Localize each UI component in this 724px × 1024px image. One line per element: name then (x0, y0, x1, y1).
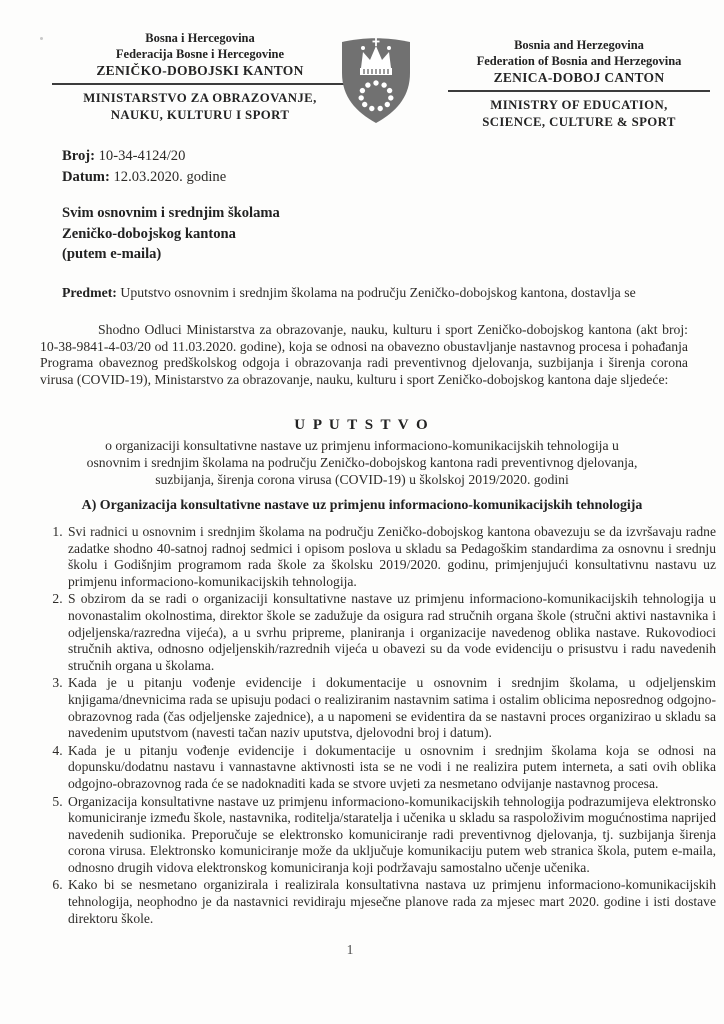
subject-line (62, 285, 672, 301)
addressee-line-3: (putem e-maila) (62, 246, 162, 262)
section-a-heading: A) Organizacija konsultativne nastave uz primjenu informaciono-komunikacijskih tehnologija (81, 498, 643, 513)
ministry-name-bs-line2: NAUKU, KULTURU I SPORT (110, 108, 290, 122)
coat-of-arms-icon (336, 34, 416, 129)
broj-value: 10-34-4124/20 (98, 148, 186, 164)
ministry-name-en-line1: MINISTRY OF EDUCATION, (490, 98, 668, 112)
letterhead-divider-right (448, 90, 710, 92)
subject-text: Uputstvo osnovnim i srednjim školama na području Zeničko-dobojskog kantona, dostavlja se (120, 285, 636, 300)
list-item: 4. Kada je u pitanju vođenje evidencije i dokumentacije u osnovnim i srednjim školama koja se odnosi na dopunsku/dodatnu nastavu i vannastavne aktivnosti ista se ne vodi i ne realizira putem interneta, a sati ovih oblika odgojno-obrazovnog rada će se nadoknaditi kada se stvore uvjeti za nesmetano odvijanje nastavnog procesa. (66, 743, 716, 793)
canton-name-bs: ZENIČKO-DOBOJSKI KANTON (96, 63, 304, 78)
subtitle-line-3: suzbijanja, širenja corona virusa (COVID-19) u školskoj 2019/2020. godini (155, 472, 569, 487)
ministry-name-bs-line1: MINISTARSTVO ZA OBRAZOVANJE, (83, 91, 317, 105)
addressee-block (62, 203, 280, 265)
document-meta (62, 146, 226, 187)
document-title: U P U T S T V O (294, 417, 430, 433)
list-item: 3. Kada je u pitanju vođenje evidencije i dokumentacije u osnovnim i srednjim školama, u odjeljenskim knjigama/dnevnicima rada se upisuju podaci o realiziranim nastavnim satima i ostalim oblicima neposrednog odgojno-obrazovnog rada (čas odjeljenske zajednice), a u napomeni se evidentira da se nastavni proces organizirao u skladu sa navedenim uputstvom (navesti tačan naziv uputstva, djelovodni broj i datum). (66, 675, 716, 741)
country-name-bs: Bosna i Hercegovina (145, 31, 255, 45)
country-name-en: Bosnia and Herzegovina (514, 38, 644, 52)
letterhead-english (448, 37, 710, 131)
addressee-line-1: Svim osnovnim i srednjim školama (62, 205, 280, 221)
letterhead (0, 26, 724, 146)
page-number: 1 (346, 942, 354, 957)
document-subtitle (36, 437, 688, 488)
subtitle-line-1: o organizaciji konsultativne nastave uz primjenu informaciono-komunikacijskih tehnologija u (105, 438, 619, 453)
letterhead-divider-left (52, 83, 348, 85)
list-item: 6. Kako bi se nesmetano organizirala i realizirala konsultativna nastava uz primjenu informaciono-komunikacijskih tehnologija, neophodno je da nastavnici revidiraju mjesečne planove rada za mjesec mart 2020. godine i isti dostave direktoru škole. (66, 877, 716, 927)
subtitle-line-2: osnovnim i srednjim školama na području Zeničko-dobojskog kantona radi preventivnog djelovanja, (86, 455, 638, 470)
federation-name-bs: Federacija Bosne i Hercegovine (115, 47, 285, 61)
letterhead-bosnian (52, 30, 348, 124)
addressee-line-2: Zeničko-dobojskog kantona (62, 225, 236, 242)
broj-label: Broj: (62, 148, 95, 164)
intro-paragraph: Shodno Odluci Ministarstva za obrazovanje, nauku, kulturu i sport Zeničko-dobojskog kantona (akt broj: 10-38-9841-4-03/20 od 11.03.2020. godine), koja se odnosi na obavezno obustavljanje nastavnog procesa i pohađanja Programa obaveznog predškolskog odgoja i obrazovanja radi preventivnog djelovanja, suzbijanja i širenja corona virusa (COVID-19), Ministarstvo za obrazovanje, nauku, kulturu i sport Zeničko-dobojskog kantona daje sljedeće: (40, 322, 688, 387)
list-item: 5. Organizacija konsultativne nastave uz primjenu informaciono-komunikacijskih tehnologija podrazumijeva elektronsko komuniciranje između škole, nastavnika, roditelja/staratelja i učenika u skladu sa raspoloživim mogućnostima naprijed navedenih sudionika. Preporučuje se elektronsko komuniciranje radi preventivnog djelovanja, tj. suzbijanja širenja corona virusa. Elektronsko komuniciranje može da uključuje komunikaciju putem web stranica škola, putem e-maila, odnosno drugih vidova elektronskog komuniciranja koji podržavaju samostalno učenje učenika. (66, 794, 716, 877)
datum-value: 12.03.2020. godine (113, 168, 227, 185)
ministry-name-en-line2: SCIENCE, CULTURE & SPORT (482, 115, 676, 129)
reference-number-line (62, 146, 226, 167)
subject-label: Predmet: (62, 285, 117, 300)
instruction-list (40, 524, 716, 928)
federation-name-en: Federation of Bosnia and Herzegovina (476, 54, 682, 68)
list-item: 2. S obzirom da se radi o organizaciji konsultativne nastave uz primjenu informaciono-komunikacijskih tehnologija u novonastalim okolnostima, direktor škole se zadužuje da osigura rad stručnih organa škole (stručni aktivi nastavnika i odjeljenska/razredna vijeća), a u svrhu pripreme, planiranja i organizacije navedenog oblika nastave. Rukovodioci stručnih aktiva, odnosno odjeljenskih/razrednih vijeća u obavezi su da vode evidenciju o prisustvu i radu navedenih stručnih organa u školama. (66, 591, 716, 674)
canton-name-en: ZENICA-DOBOJ CANTON (493, 70, 665, 85)
datum-label: Datum: (62, 168, 110, 185)
list-item: 1. Svi radnici u osnovnim i srednjim školama na području Zeničko-dobojskog kantona obavezuju se da izvršavaju radne zadatke shodno 40-satnoj radnoj sedmici i opisom poslova u skladu sa Pedagoškim standardima za osnovnu i srednju školu i Godišnjim programom rada škole za školsku 2019/2020. godinu, primjenjujući konsultativnu nastavu uz primjenu informaciono-komunikacijskih tehnologija. (66, 524, 716, 590)
date-line (62, 167, 226, 188)
